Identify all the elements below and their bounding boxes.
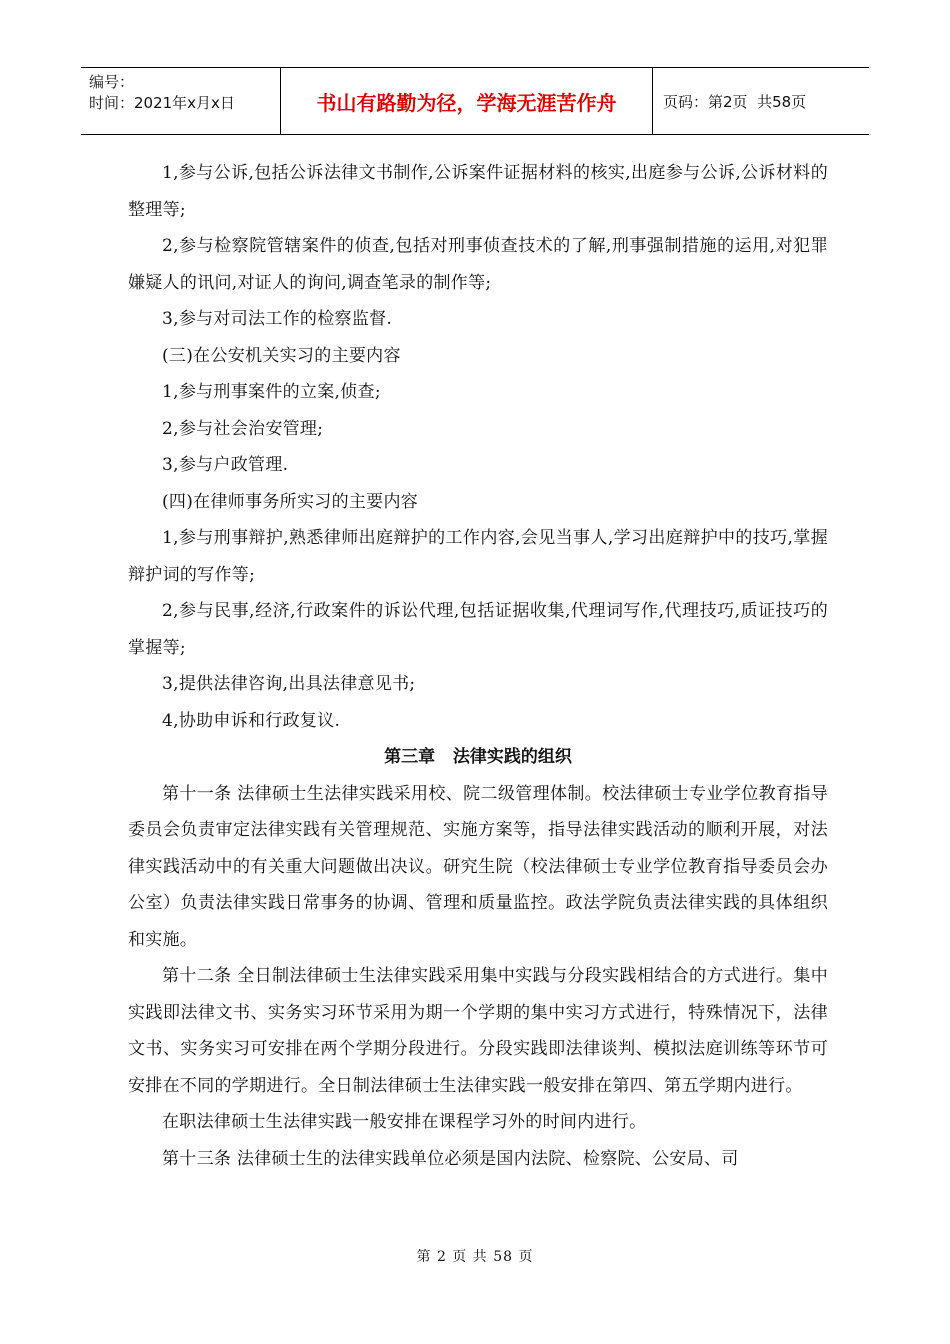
paragraph: 1,参与刑事案件的立案,侦查; <box>162 382 381 402</box>
article-paragraph: 第十二条 全日制法律硕士生法律实践采用集中实践与分段实践相结合的方式进行。集中实践即法律文书、实务实习环节采用为期一个学期的集中实习方式进行，特殊情况下，法律文书、实务实习可安排在两个学期分段进行。分段实践即法律谈判、模拟法庭训练等环节可安排在不同的学期进行。全日制法律硕士生法律实践一般安排在第四、第五学期内进行。 <box>128 966 828 1096</box>
paragraph: 3,参与对司法工作的检察监督. <box>162 309 393 329</box>
header-table <box>81 67 869 135</box>
header-motto: 书山有路勤为径，学海无涯苦作舟 <box>281 68 653 134</box>
header-page-info <box>653 68 869 134</box>
chapter-title: 第三章 法律实践的组织 <box>384 747 572 767</box>
paragraph: 1,参与公诉,包括公诉法律文书制作,公诉案件证据材料的核实,出庭参与公诉,公诉材料的整理等; <box>128 163 828 220</box>
article-paragraph: 第十三条 法律硕士生的法律实践单位必须是国内法院、检察院、公安局、司 <box>162 1148 739 1169</box>
article-paragraph: 第十一条 法律硕士生法律实践采用校、院二级管理体制。校法律硕士专业学位教育指导委员会负责审定法律实践有关管理规范、实施方案等，指导法律实践活动的顺利开展，对法律实践活动中的有关重大问题做出决议。研究生院（校法律硕士专业学位教育指导委员会办公室）负责法律实践日常事务的协调、管理和质量监控。政法学院负责法律实践的具体组织和实施。 <box>128 783 828 950</box>
document-time-label: 时间：2021年x月x日 <box>89 94 235 112</box>
page-info-text: 页码：第2页 共58页 <box>663 92 807 111</box>
page-footer: 第 2 页 共 58 页 <box>416 1249 534 1265</box>
article-paragraph: 在职法律硕士生法律实践一般安排在课程学习外的时间内进行。 <box>162 1112 647 1132</box>
paragraph: 3,参与户政管理. <box>162 455 289 475</box>
paragraph: 3,提供法律咨询,出具法律意见书; <box>162 674 416 694</box>
paragraph: 2,参与民事,经济,行政案件的诉讼代理,包括证据收集,代理词写作,代理技巧,质证技巧的掌握等; <box>128 601 828 658</box>
paragraph: 4,协助申诉和行政复议. <box>162 710 341 731</box>
section-heading: (四)在律师事务所实习的主要内容 <box>162 491 419 512</box>
section-heading: (三)在公安机关实习的主要内容 <box>162 345 401 366</box>
document-number-label: 编号： <box>89 73 135 91</box>
paragraph: 1,参与刑事辩护,熟悉律师出庭辩护的工作内容,会见当事人,学习出庭辩护中的技巧,掌握辩护词的写作等; <box>128 528 828 585</box>
header-meta <box>81 68 281 134</box>
paragraph: 2,参与社会治安管理; <box>162 418 324 439</box>
paragraph: 2,参与检察院管辖案件的侦查,包括对刑事侦查技术的了解,刑事强制措施的运用,对犯罪嫌疑人的讯问,对证人的询问,调查笔录的制作等; <box>128 236 828 293</box>
document-body <box>128 155 828 1177</box>
